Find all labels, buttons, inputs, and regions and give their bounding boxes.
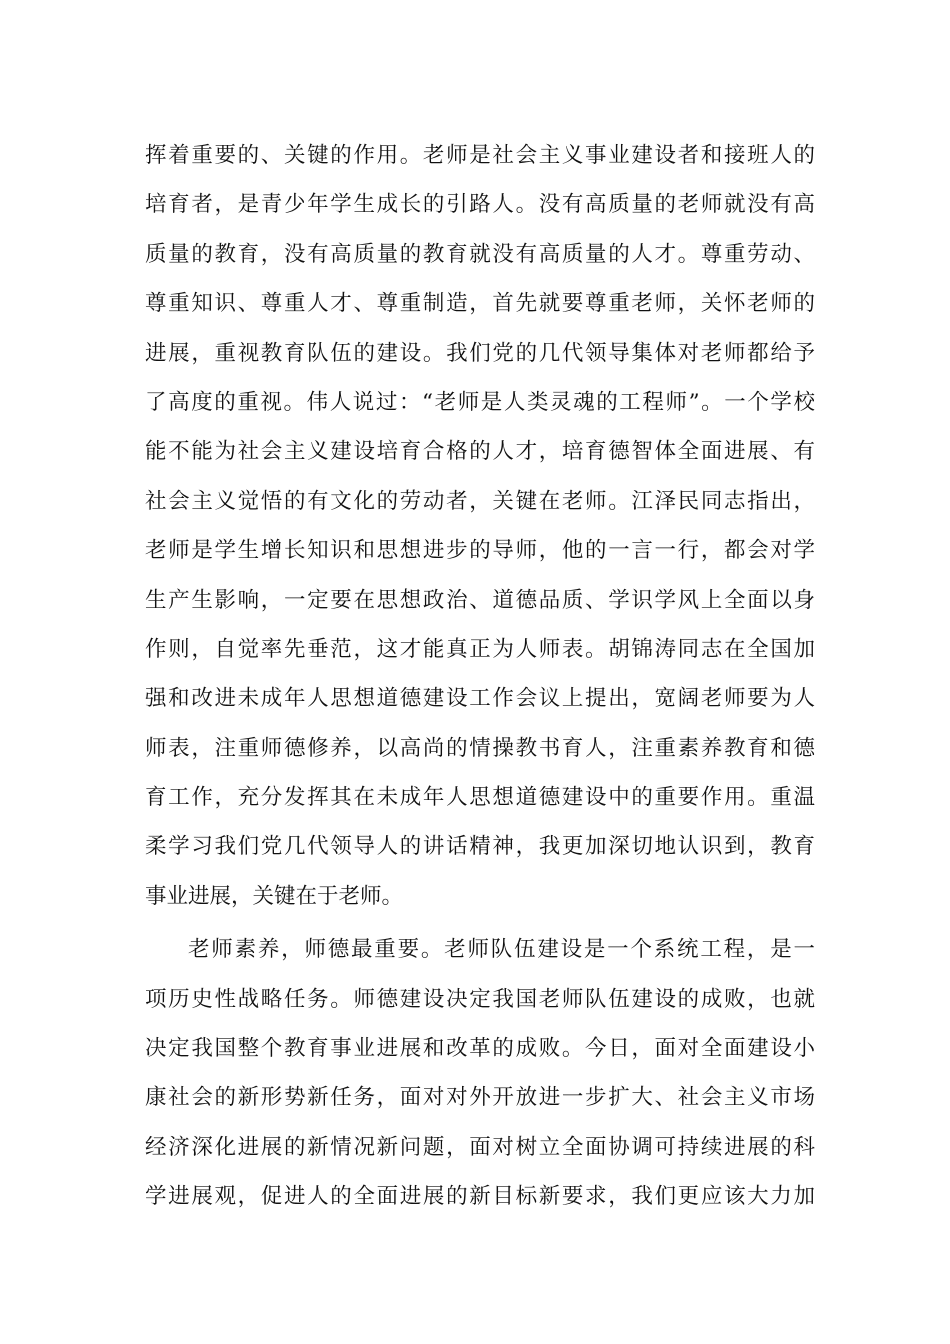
text-line: 项历史性战略任务。师德建设决定我国老师队伍建设的成败，也就 [145, 986, 815, 1012]
text-line: 育工作，充分发挥其在未成年人思想道德建设中的重要作用。重温 [145, 785, 815, 811]
text-line: 决定我国整个教育事业进展和改革的成败。今日，面对全面建设小 [145, 1036, 815, 1062]
text-line: 经济深化进展的新情况新问题，面对树立全面协调可持续进展的科 [145, 1134, 815, 1160]
text-line-last: 事业进展，关键在于老师。 [145, 883, 404, 909]
text-line: 挥着重要的、关键的作用。老师是社会主义事业建设者和接班人的 [145, 143, 815, 168]
text-line: 培育者，是青少年学生成长的引路人。没有高质量的老师就没有高 [145, 192, 815, 218]
text-line-first-indented: 老师素养，师德最重要。老师队伍建设是一个系统工程，是一 [188, 937, 815, 963]
paragraph-1 [145, 131, 815, 921]
text-line: 学进展观，促进人的全面进展的新目标新要求，我们更应该大力加 [145, 1184, 815, 1210]
text-line: 社会主义觉悟的有文化的劳动者，关键在老师。江泽民同志指出， [145, 488, 815, 514]
text-line: 康社会的新形势新任务，面对对外开放进一步扩大、社会主义市场 [145, 1085, 815, 1111]
text-line: 师表，注重师德修养，以高尚的情操教书育人，注重素养教育和德 [145, 735, 815, 761]
paragraph-2 [145, 925, 815, 1221]
text-line: 质量的教育，没有高质量的教育就没有高质量的人才。尊重劳动、 [145, 241, 815, 267]
text-line: 进展，重视教育队伍的建设。我们党的几代领导集体对老师都给予 [145, 340, 815, 366]
text-line: 生产生影响，一定要在思想政治、道德品质、学识学风上全面以身 [145, 587, 815, 613]
text-line: 能不能为社会主义建设培育合格的人才，培育德智体全面进展、有 [145, 439, 815, 465]
text-line: 作则，自觉率先垂范，这才能真正为人师表。胡锦涛同志在全国加 [145, 636, 815, 662]
body-text [145, 131, 815, 1222]
text-line: 尊重知识、尊重人才、尊重制造，首先就要尊重老师，关怀老师的 [145, 291, 815, 317]
text-line: 了高度的重视。伟人说过：“老师是人类灵魂的工程师”。一个学校 [145, 389, 815, 415]
text-line: 柔学习我们党几代领导人的讲话精神，我更加深切地认识到，教育 [145, 834, 815, 860]
text-line: 老师是学生增长知识和思想进步的导师，他的一言一行，都会对学 [145, 538, 815, 564]
text-line: 强和改进未成年人思想道德建设工作会议上提出，宽阔老师要为人 [145, 686, 815, 712]
